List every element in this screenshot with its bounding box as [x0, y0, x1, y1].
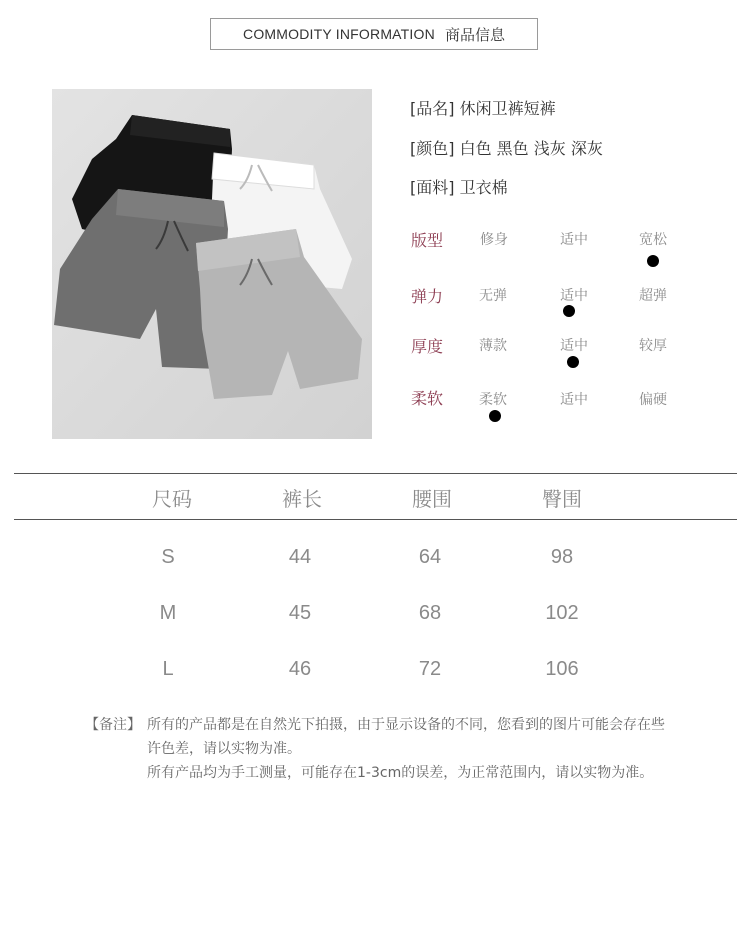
attr-thickness-label: 厚度: [411, 337, 444, 356]
table-cell-hip: 98: [550, 546, 574, 568]
table-cell-waist: 64: [418, 546, 442, 568]
attr-softness-option: 适中: [560, 392, 588, 408]
attr-elasticity-selected-dot: [563, 305, 575, 317]
product-color-row: [410, 136, 603, 159]
table-cell-length: 46: [288, 658, 312, 680]
attr-softness-option: 偏硬: [639, 392, 667, 408]
table-cell-hip: 106: [545, 658, 579, 680]
table-header-divider: [14, 519, 737, 520]
attr-softness-selected-dot: [489, 410, 501, 422]
product-fabric-label: [面料]: [410, 178, 455, 197]
product-color-value: 白色 黑色 浅灰 深灰: [459, 139, 603, 158]
remark-tag: 【备注】: [85, 717, 141, 733]
table-cell-waist: 72: [418, 658, 442, 680]
attr-fit-option: 适中: [560, 232, 588, 248]
attr-softness-label: 柔软: [411, 389, 444, 408]
table-cell-hip: 102: [545, 602, 579, 624]
size-table-header: 腰围: [412, 487, 452, 511]
attr-thickness-option: 较厚: [639, 338, 667, 354]
section-header: [210, 18, 538, 50]
table-cell-waist: 68: [418, 602, 442, 624]
table-top-divider: [14, 473, 737, 474]
product-name-label: [品名]: [410, 99, 455, 118]
attr-elasticity-option: 适中: [560, 288, 588, 304]
product-name-value: 休闲卫裤短裤: [459, 99, 556, 118]
attr-thickness-option: 适中: [560, 338, 588, 354]
size-table-header: 臀围: [542, 487, 582, 511]
table-cell-length: 44: [288, 546, 312, 568]
attr-fit-option: 修身: [480, 232, 508, 248]
attr-fit-option: 宽松: [639, 232, 667, 248]
attr-elasticity-option: 超弹: [639, 288, 667, 304]
remark-body: [147, 713, 677, 785]
header-title-en: COMMODITY INFORMATION: [243, 26, 435, 42]
attr-fit-selected-dot: [647, 255, 659, 267]
remark-line-measure: 所有产品均为手工测量，可能存在1-3cm的误差，为正常范围内，请以实物为准。: [147, 765, 654, 781]
remark-line-color: 所有的产品都是在自然光下拍摄，由于显示设备的不同，您看到的图片可能会存在些许色差，请以实物为准。: [147, 717, 665, 757]
table-cell-size: M: [159, 602, 177, 624]
header-title-cn: 商品信息: [444, 25, 505, 44]
table-cell-length: 45: [288, 602, 312, 624]
attr-thickness-selected-dot: [567, 356, 579, 368]
attr-elasticity-option: 无弹: [479, 288, 507, 304]
size-table-header: 裤长: [282, 487, 322, 511]
product-fabric-row: [410, 175, 508, 198]
product-color-label: [颜色]: [410, 139, 455, 158]
product-photo: [52, 89, 372, 439]
attr-fit-label: 版型: [411, 231, 444, 250]
size-table-header: 尺码: [152, 487, 192, 511]
product-fabric-value: 卫衣棉: [459, 178, 508, 197]
product-name-row: [410, 96, 556, 119]
attr-softness-option: 柔软: [479, 392, 507, 408]
table-cell-size: L: [162, 658, 174, 680]
table-cell-size: S: [161, 546, 175, 568]
attr-elasticity-label: 弹力: [411, 287, 444, 306]
attr-thickness-option: 薄款: [479, 338, 507, 354]
